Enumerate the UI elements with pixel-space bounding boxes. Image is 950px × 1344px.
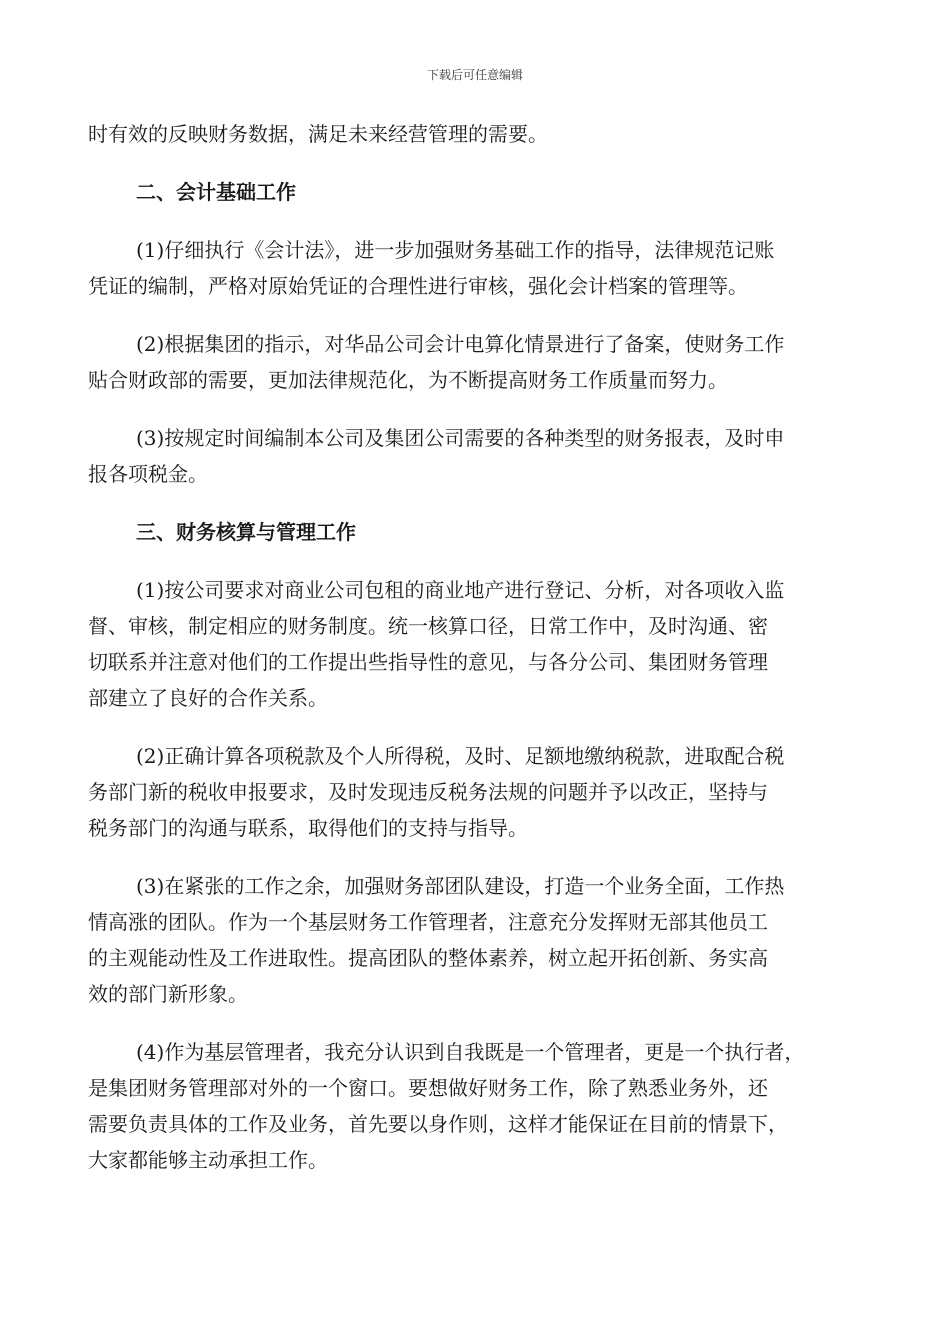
- text-line: 部建立了良好的合作关系。: [88, 686, 328, 710]
- text-line: (3)按规定时间编制本公司及集团公司需要的各种类型的财务报表，及时申: [136, 426, 785, 450]
- text-line: 凭证的编制，严格对原始凭证的合理性进行审核，强化会计档案的管理等。: [88, 274, 748, 298]
- paragraph-accounting-1: [88, 232, 868, 304]
- text-line: 贴合财政部的需要，更加法律规范化，为不断提高财务工作质量而努力。: [88, 368, 728, 392]
- text-line: 切联系并注意对他们的工作提出些指导性的意见，与各分公司、集团财务管理: [88, 650, 768, 674]
- text-line: 时有效的反映财务数据，满足未来经营管理的需要。: [88, 122, 548, 146]
- text-line: (4)作为基层管理者，我充分认识到自我既是一个管理者，更是一个执行者，: [136, 1040, 805, 1064]
- text-line: 税务部门的沟通与联系，取得他们的支持与指导。: [88, 816, 528, 840]
- text-line: (1)仔细执行《会计法》，进一步加强财务基础工作的指导，法律规范记账: [136, 238, 775, 262]
- paragraph-finance-2: [88, 738, 868, 846]
- paragraph-accounting-2: [88, 326, 868, 398]
- text-line: 大家都能够主动承担工作。: [88, 1148, 328, 1172]
- text-line: 效的部门新形象。: [88, 982, 248, 1006]
- text-line: 情高涨的团队。作为一个基层财务工作管理者，注意充分发挥财无部其他员工: [88, 910, 768, 934]
- paragraph-finance-3: [88, 868, 868, 1012]
- text-line: 的主观能动性及工作进取性。提高团队的整体素养，树立起开拓创新、务实高: [88, 946, 768, 970]
- document-body: [88, 116, 868, 1200]
- paragraph-finance-1: [88, 572, 868, 716]
- text-line: 需要负责具体的工作及业务，首先要以身作则，这样才能保证在目前的情景下，: [88, 1112, 788, 1136]
- text-line: (1)按公司要求对商业公司包租的商业地产进行登记、分析，对各项收入监: [136, 578, 785, 602]
- text-line: 报各项税金。: [88, 462, 208, 486]
- section-heading-2: 二、会计基础工作: [136, 180, 296, 204]
- section-heading-3: 三、财务核算与管理工作: [136, 520, 356, 544]
- text-line: 督、审核，制定相应的财务制度。统一核算口径，日常工作中，及时沟通、密: [88, 614, 768, 638]
- text-line: 务部门新的税收申报要求，及时发现违反税务法规的问题并予以改正，坚持与: [88, 780, 768, 804]
- paragraph-accounting-3: [88, 420, 868, 492]
- text-line: (2)正确计算各项税款及个人所得税，及时、足额地缴纳税款，进取配合税: [136, 744, 785, 768]
- paragraph-finance-4: [88, 1034, 868, 1178]
- text-line: (3)在紧张的工作之余，加强财务部团队建设，打造一个业务全面，工作热: [136, 874, 785, 898]
- text-line: (2)根据集团的指示，对华品公司会计电算化情景进行了备案，使财务工作: [136, 332, 785, 356]
- text-line: 是集团财务管理部对外的一个窗口。要想做好财务工作，除了熟悉业务外，还: [88, 1076, 768, 1100]
- page-header-note: 下载后可任意编辑: [426, 68, 523, 82]
- paragraph-continuation: [88, 116, 868, 152]
